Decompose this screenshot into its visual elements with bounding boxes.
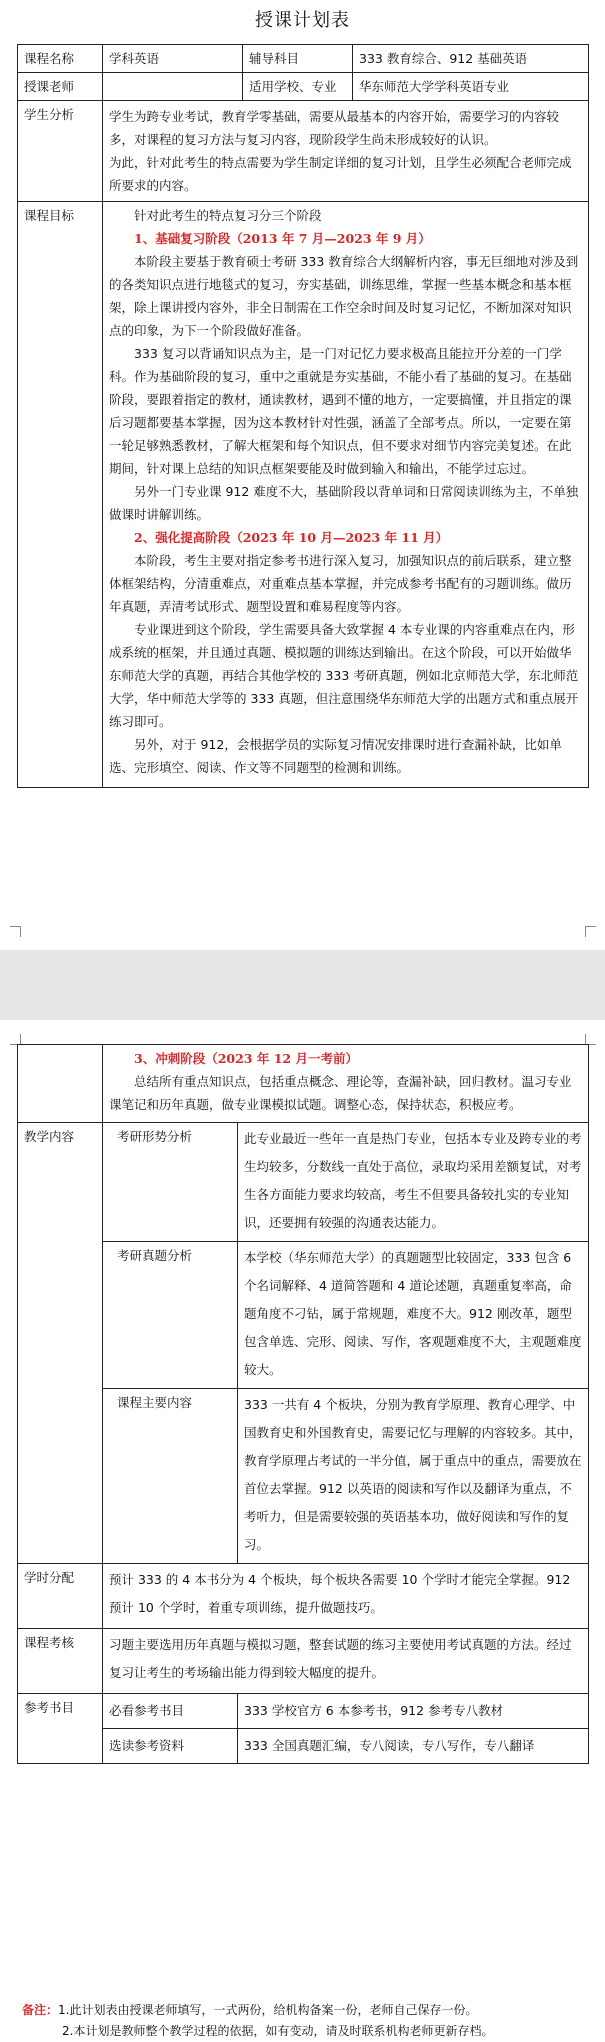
stage2-p3: 另外，对于 912，会根据学员的实际复习情况安排课时进行查漏补缺，比如单选、完形填空、阅读、作文等不同题型的检测和训练。 <box>109 737 562 775</box>
document-page-1 <box>0 0 605 950</box>
note-2: 2.本计划是教师整个教学过程的依据，如有变动，请及时联系机构老师更新存档。 <box>62 2024 494 2038</box>
stage1-p2: 333 复习以背诵知识点为主，是一门对记忆力要求极高且能拉开分差的一门学科。作为基础阶段的复习，重中之重就是夯实基础，不能小看了基础的复习。在基础阶段，要跟着指定的教材，通读教材，遇到不懂的地方，一定要搞懂，并且指定的课后习题都要基本掌握，因为这本教材针对性强，涵盖了全部考点。所以，一定要在第一轮足够熟悉教材，了解大框架和每个知识点，但不要求对细节内容完美复述。在此期间，针对课上总结的知识点框架要能及时做到输入和输出，不能学过忘过。 <box>109 346 572 476</box>
books-optional-label: 选读参考资料 <box>103 1729 238 1764</box>
stage3-p1: 总结所有重点知识点，包括重点概念、理论等，查漏补缺，回归教材。温习专业课笔记和历年真题，做专业课模拟试题。调整心态，保持状态，积极应考。 <box>109 1074 572 1112</box>
analysis-p2: 为此，针对此考生的特点需要为学生制定详细的复习计划，且学生必须配合老师完成所要求的内容。 <box>109 155 572 193</box>
row-goals <box>18 202 589 788</box>
goals-label: 课程目标 <box>18 202 103 788</box>
content-item-text: 此专业最近一些年一直是热门专业，包括本专业及跨专业的考生均较多，分数线一直处于高位，录取均采用差额复试，对考生各方面能力要求均较高，考生不但要具备较扎实的专业知识，还要拥有较强的沟通表达能力。 <box>238 1123 589 1242</box>
row-books-required <box>18 1694 589 1729</box>
plan-table-page-2 <box>17 1044 589 1764</box>
content-item-label: 考研真题分析 <box>103 1242 238 1389</box>
note-1: 1.此计划表由授课老师填写，一式两份，给机构备案一份，老师自己保存一份。 <box>58 2003 478 2017</box>
document-page-2 <box>0 1020 605 2040</box>
row-books-optional <box>18 1729 589 1764</box>
subject-label: 辅导科目 <box>243 45 353 73</box>
books-required-value: 333 学校官方 6 本参考书，912 参考专八教材 <box>238 1694 589 1729</box>
row-content-1 <box>18 1123 589 1242</box>
analysis-label: 学生分析 <box>18 101 103 202</box>
teacher-value <box>103 73 243 101</box>
school-label: 适用学校、专业 <box>243 73 353 101</box>
page-gap <box>0 950 605 1020</box>
teacher-label: 授课老师 <box>18 73 103 101</box>
content-item-label: 课程主要内容 <box>103 1389 238 1564</box>
row-course <box>18 45 589 73</box>
assessment-label: 课程考核 <box>18 1629 103 1694</box>
school-value: 华东师范大学学科英语专业 <box>353 73 589 101</box>
stage3-title: 3、冲刺阶段（2023 年 12 月一考前） <box>134 1051 358 1066</box>
books-required-label: 必看参考书目 <box>103 1694 238 1729</box>
row-assessment <box>18 1629 589 1694</box>
plan-table-page-1 <box>17 44 589 788</box>
time-label: 学时分配 <box>18 1564 103 1629</box>
content-label: 教学内容 <box>18 1123 103 1564</box>
row-content-3 <box>18 1389 589 1564</box>
content-item-text: 333 一共有 4 个板块，分别为教育学原理、教育心理学、中国教育史和外国教育史，需要记忆与理解的内容较多。其中，教育学原理占考试的一半分值，属于重点中的重点，需要放在首位去掌握。912 以英语的阅读和写作以及翻译为重点，不考听力，但是需要较强的英语基本功，做好阅读和写作的复习。 <box>238 1389 589 1564</box>
notes-lead: 备注： <box>22 2003 59 2017</box>
stage1-p3: 另外一门专业课 912 难度不大，基础阶段以背单词和日常阅读训练为主，不单独做课时讲解训练。 <box>109 484 579 522</box>
row-goals-continued <box>18 1045 589 1123</box>
content-item-text: 本学校（华东师范大学）的真题题型比较固定，333 包含 6 个名词解释、4 道简答题和 4 道论述题，真题重复率高，命题角度不刁钻，属于常规题，难度不大。912 刚改革，题型包含单选、完形、阅读、写作，客观题难度不大，主观题难度较大。 <box>238 1242 589 1389</box>
crop-mark <box>585 926 596 937</box>
content-item-label: 考研形势分析 <box>103 1123 238 1242</box>
course-value: 学科英语 <box>103 45 243 73</box>
goals-continued-label <box>18 1045 103 1123</box>
row-teacher <box>18 73 589 101</box>
stage2-title: 2、强化提高阶段（2023 年 10 月—2023 年 11 月） <box>134 530 449 545</box>
subject-value: 333 教育综合、912 基础英语 <box>353 45 589 73</box>
books-label: 参考书目 <box>18 1694 103 1764</box>
books-optional-value: 333 全国真题汇编，专八阅读，专八写作，专八翻译 <box>238 1729 589 1764</box>
notes <box>22 2000 592 2042</box>
stage2-p2: 专业课进到这个阶段，学生需要具备大致掌握 4 本专业课的内容重难点在内，形成系统的框架，并且通过真题、模拟题的训练达到输出。在这个阶段，可以开始做华东师范大学的真题，再结合其他学校的 333 考研真题，例如北京师范大学，东北师范大学，华中师范大学等的 333 真题，但注意围绕华东师范大学的出题方式和重点展开练习即可。 <box>109 622 579 729</box>
stage2-p1: 本阶段，考生主要对指定参考书进行深入复习，加强知识点的前后联系，建立整体框架结构，分清重难点，对重难点基本掌握，并完成参考书配有的习题训练。做历年真题，弄清考试形式、题型设置和难易程度等内容。 <box>109 553 572 614</box>
row-analysis <box>18 101 589 202</box>
crop-mark <box>10 926 21 937</box>
goals-intro: 针对此考生的特点复习分三个阶段 <box>134 208 322 223</box>
stage1-title: 1、基础复习阶段（2013 年 7 月—2023 年 9 月） <box>134 231 431 246</box>
row-content-2 <box>18 1242 589 1389</box>
analysis-p1: 学生为跨专业考试，教育学零基础，需要从最基本的内容开始，需要学习的内容较多，对课程的复习方法与复习内容，现阶段学生尚未形成较好的认识。 <box>109 109 560 147</box>
assessment-text: 习题主要选用历年真题与模拟习题，整套试题的练习主要使用考试真题的方法。经过复习让考生的考场输出能力得到较大幅度的提升。 <box>103 1629 589 1694</box>
document-title: 授课计划表 <box>255 10 350 31</box>
course-label: 课程名称 <box>18 45 103 73</box>
row-time <box>18 1564 589 1629</box>
stage1-p1: 本阶段主要基于教育硕士考研 333 教育综合大纲解析内容，事无巨细地对涉及到的各类知识点进行地毯式的复习，夯实基础，训练思维，掌握一些基本概念和基本框架，除上课讲授内容外，非全日制需在工作空余时间及时复习记忆，不断加深对知识点的印象，为下一个阶段做好准备。 <box>109 254 579 338</box>
time-text: 预计 333 的 4 本书分为 4 个板块，每个板块各需要 10 个学时才能完全掌握。912 预计 10 个学时，着重专项训练，提升做题技巧。 <box>103 1564 589 1629</box>
